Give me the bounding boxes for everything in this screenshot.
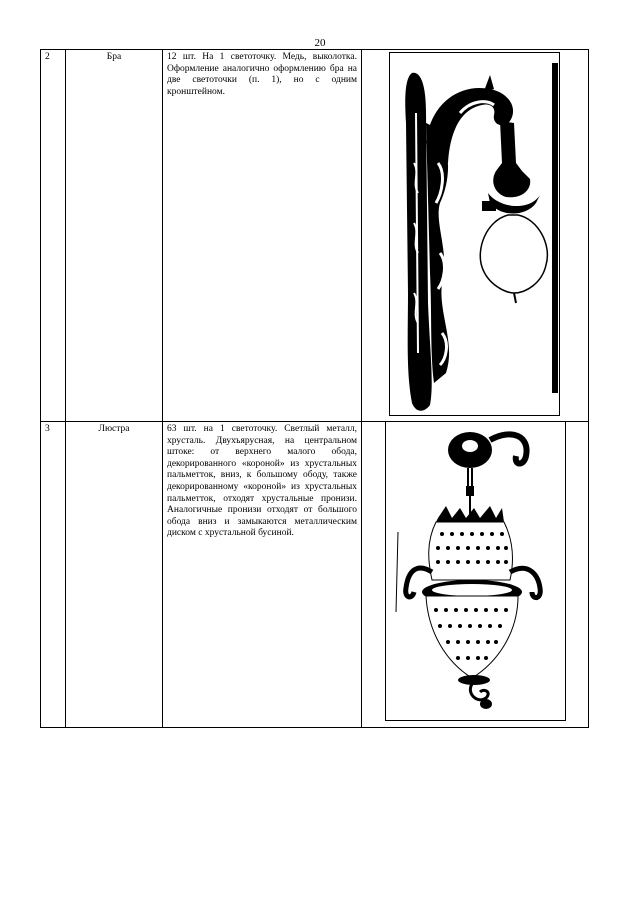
wall-sconce-photo xyxy=(389,52,560,416)
item-name: Люстра xyxy=(66,422,163,728)
item-name: Бра xyxy=(66,50,163,422)
item-photo-cell xyxy=(362,422,589,728)
crystal-chandelier-photo xyxy=(385,421,566,721)
item-number: 2 xyxy=(41,50,66,422)
items-table xyxy=(40,49,589,728)
item-number: 3 xyxy=(41,422,66,728)
item-description: 63 шт. на 1 светоточку. Светлый металл, хрусталь. Двухъярусная, на центральном штоке: от верхнего малого обода, декорированного «короной» из хрустальных пальметток, вниз, к большому ободу, также декорированному «короной» из хрустальных пальметток, отходят хрустальные пронизи. Аналогичные пронизи отходят от большого обода вниз и замыкаются металлическим диском с хрустальной бусиной. xyxy=(163,422,362,728)
table-row xyxy=(41,422,589,728)
table-row xyxy=(41,50,589,422)
page-number: 20 xyxy=(314,37,326,49)
item-description: 12 шт. На 1 светоточку. Медь, выколотка. Оформление аналогично оформлению бра на две светоточки (п. 1), но с одним кронштейном. xyxy=(163,50,362,422)
item-photo-cell xyxy=(362,50,589,422)
